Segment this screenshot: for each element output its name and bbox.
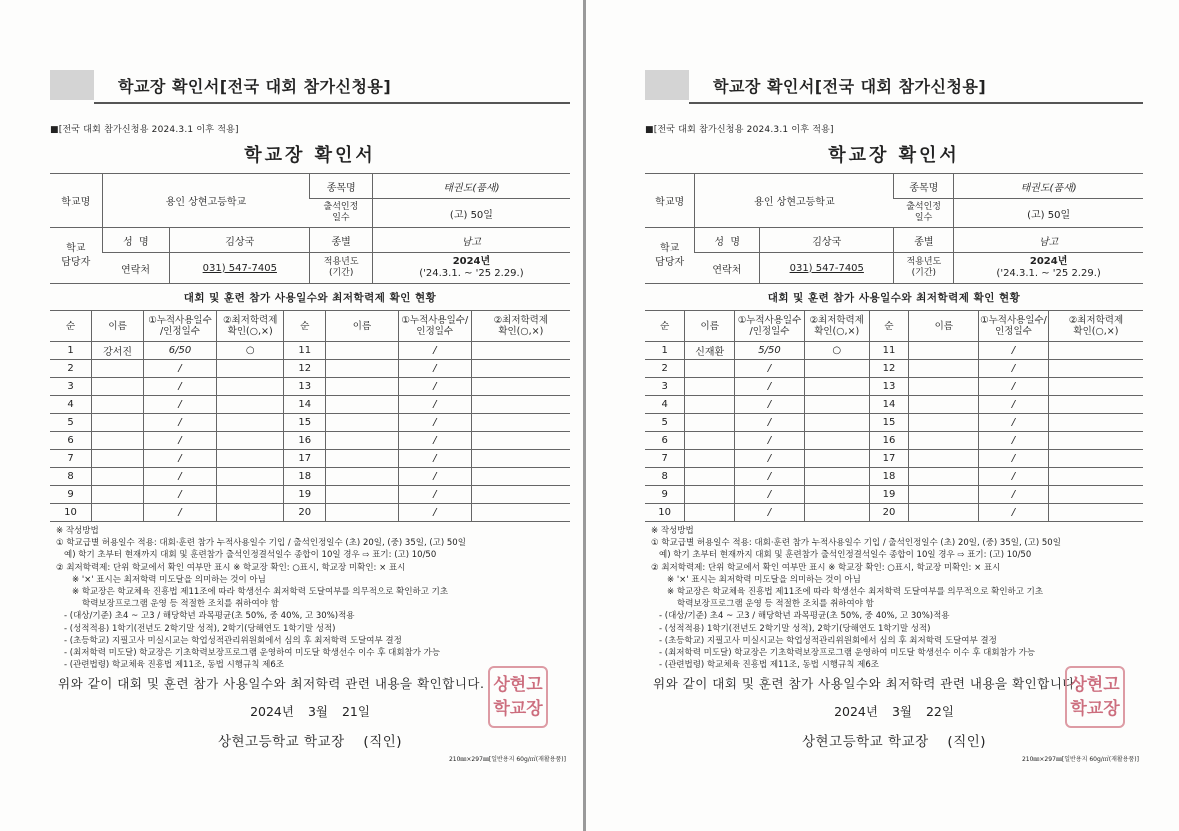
col-name-2-cell — [326, 378, 399, 396]
col-name-2-cell — [326, 414, 399, 432]
col-seq-2-cell: 14 — [869, 396, 909, 414]
col-check-1-cell — [804, 432, 869, 450]
table-row — [645, 504, 1143, 522]
col-check-1-header: ②최저학력제 확인(○,×) — [216, 311, 284, 342]
guide-line: 예) 학기 초부터 현재까지 대회 및 훈련참가 출석인정결석일수 종합이 10일 경우 ⇨ 표기: (고) 10/50 — [659, 550, 1032, 561]
col-seq-1-cell: 6 — [50, 432, 92, 450]
col-seq-1-cell: 7 — [645, 450, 685, 468]
confirmation-form-right — [645, 66, 1143, 763]
col-days-2-cell: / — [979, 414, 1049, 432]
col-seq-1-cell: 10 — [50, 504, 92, 522]
confirmation-date: 2024년 3월 21일 — [250, 704, 370, 720]
col-days-2-cell: / — [398, 342, 471, 360]
guide-line: - (초등학교) 지필고사 미실시교는 학업성적관리위원회에서 심의 후 최저학력 도달여부 결정 — [64, 635, 402, 646]
col-name-2-cell — [326, 360, 399, 378]
col-name-1-cell — [92, 396, 144, 414]
col-name-1-cell — [92, 414, 144, 432]
col-days-2-cell: / — [398, 414, 471, 432]
col-name-2-cell — [909, 360, 979, 378]
table-row — [50, 342, 570, 360]
col-days-1-cell: / — [144, 378, 217, 396]
col-check-1-cell — [216, 378, 284, 396]
col-check-2-cell — [471, 432, 570, 450]
table-row — [50, 432, 570, 450]
col-days-1-cell: / — [144, 450, 217, 468]
label-event: 종목명 — [894, 174, 954, 199]
table-row — [50, 360, 570, 378]
guide-line: ① 학교급별 허용일수 적용: 대회·훈련 참가 누적사용일수 기입 / 출석인정일수 (초) 20일, (중) 35일, (고) 50일 — [651, 538, 1061, 549]
table-row — [645, 342, 1143, 360]
header-grey-box — [50, 70, 94, 100]
guide-line: - (초등학교) 지필고사 미실시교는 학업성적관리위원회에서 심의 후 최저학력 도달여부 결정 — [659, 635, 997, 646]
col-days-2-cell: / — [979, 360, 1049, 378]
col-check-2-cell — [1048, 342, 1143, 360]
guide-line: 예) 학기 초부터 현재까지 대회 및 훈련참가 출석인정결석일수 종합이 10일 경우 ⇨ 표기: (고) 10/50 — [64, 550, 437, 561]
records-table — [645, 310, 1143, 522]
guide-line: - (관련법령) 학교체육 진흥법 제11조, 동법 시행규칙 제6조 — [64, 660, 284, 671]
header-rule — [689, 102, 1143, 104]
col-check-2-cell — [471, 396, 570, 414]
col-check-2-cell — [1048, 468, 1143, 486]
col-check-2-cell — [471, 468, 570, 486]
col-name-2-cell — [326, 432, 399, 450]
label-school-name: 학교명 — [645, 174, 695, 228]
writing-guide — [50, 525, 570, 671]
col-name-1-cell — [685, 468, 735, 486]
col-check-2-header: ②최저학력제 확인(○,×) — [471, 311, 570, 342]
label-name: 성 명 — [695, 228, 760, 253]
confirmation-date: 2024년 3월 22일 — [834, 704, 954, 720]
guide-line: ※ 작성방법 — [651, 526, 694, 536]
col-seq-2-cell: 20 — [284, 504, 326, 522]
col-days-2-cell: / — [398, 396, 471, 414]
col-days-2-cell: / — [979, 378, 1049, 396]
col-days-2-cell: / — [979, 396, 1049, 414]
col-name-2-cell — [909, 450, 979, 468]
col-seq-1-cell: 1 — [50, 342, 92, 360]
col-check-1-cell — [216, 432, 284, 450]
col-days-2-cell: / — [979, 342, 1049, 360]
col-days-1-cell: 5/50 — [735, 342, 805, 360]
col-check-1-cell — [804, 396, 869, 414]
col-seq-2-cell: 18 — [284, 468, 326, 486]
col-check-2-cell — [1048, 450, 1143, 468]
col-days-1-cell: / — [735, 486, 805, 504]
table-row — [645, 378, 1143, 396]
table-row — [50, 486, 570, 504]
year-cell — [954, 253, 1143, 284]
attendance-value: (고) 50일 — [372, 199, 570, 228]
confirmation-form-left — [50, 66, 570, 763]
col-seq-1-cell: 1 — [645, 342, 685, 360]
header-title: 학교장 확인서[전국 대회 참가신청용] — [713, 77, 987, 96]
table-row — [50, 504, 570, 522]
col-check-1-cell — [216, 468, 284, 486]
col-name-1-cell — [685, 414, 735, 432]
col-seq-1-header: 순 — [50, 311, 92, 342]
label-contact: 연락처 — [695, 253, 760, 284]
contact-phone: 031) 547-7405 — [170, 253, 310, 284]
col-seq-2-cell: 16 — [284, 432, 326, 450]
records-header-row — [50, 311, 570, 342]
col-name-2-cell — [909, 396, 979, 414]
col-seq-1-cell: 3 — [645, 378, 685, 396]
col-seq-2-cell: 19 — [284, 486, 326, 504]
col-days-2-cell: / — [979, 468, 1049, 486]
col-seq-2-cell: 17 — [284, 450, 326, 468]
header-title: 학교장 확인서[전국 대회 참가신청용] — [118, 77, 392, 96]
guide-line: ※ '×' 표시는 최저학력 미도달을 의미하는 것이 아님 — [667, 574, 861, 585]
event-value: 태권도(품새) — [954, 174, 1143, 199]
col-name-1-cell — [92, 468, 144, 486]
col-seq-2-header: 순 — [284, 311, 326, 342]
col-check-2-cell — [471, 504, 570, 522]
guide-line: 학력보장프로그램 운영 등 적절한 조치를 취하여야 함 — [82, 599, 279, 610]
event-value: 태권도(품새) — [372, 174, 570, 199]
principal-signature — [50, 730, 570, 750]
col-check-1-cell — [216, 414, 284, 432]
col-name-2-cell — [326, 450, 399, 468]
label-event: 종목명 — [310, 174, 372, 199]
label-gender: 종별 — [310, 228, 372, 253]
table-row — [645, 432, 1143, 450]
col-days-2-header: ①누적사용일수/ 인정일수 — [979, 311, 1049, 342]
col-days-2-header: ①누적사용일수/ 인정일수 — [398, 311, 471, 342]
table-row — [50, 414, 570, 432]
label-gender: 종별 — [894, 228, 954, 253]
col-days-2-cell: / — [398, 450, 471, 468]
label-contact: 연락처 — [102, 253, 170, 284]
table-row — [645, 414, 1143, 432]
col-seq-2-cell: 19 — [869, 486, 909, 504]
table-row — [50, 450, 570, 468]
label-name: 성 명 — [102, 228, 170, 253]
col-check-2-header: ②최저학력제 확인(○,×) — [1048, 311, 1143, 342]
col-seq-2-cell: 12 — [869, 360, 909, 378]
col-days-1-header: ①누적사용일수 /인정일수 — [735, 311, 805, 342]
guide-line: ※ 학교장은 학교체육 진흥법 제11조에 따라 학생선수 최저학력 도달여부를 의무적으로 확인하고 기초 — [72, 587, 449, 598]
attendance-value: (고) 50일 — [954, 199, 1143, 228]
col-name-1-cell — [685, 360, 735, 378]
col-seq-1-cell: 9 — [645, 486, 685, 504]
school-info-table — [645, 173, 1143, 284]
year-period: ('24.3.1. ~ '25 2.29.) — [419, 268, 524, 279]
gender-value: 남고 — [372, 228, 570, 253]
col-name-2-cell — [326, 486, 399, 504]
col-seq-1-cell: 8 — [645, 468, 685, 486]
col-name-2-header: 이름 — [326, 311, 399, 342]
label-attendance: 출석인정 일수 — [310, 199, 372, 228]
paper-spec: 210㎜×297㎜[일반용지 60g/㎡(재활용품)] — [1021, 756, 1139, 764]
col-check-1-cell — [804, 414, 869, 432]
col-days-2-cell: / — [398, 432, 471, 450]
guide-line: ※ 작성방법 — [56, 526, 99, 536]
col-days-2-cell: / — [398, 504, 471, 522]
col-seq-2-cell: 11 — [869, 342, 909, 360]
col-seq-2-cell: 15 — [869, 414, 909, 432]
records-subheading: 대회 및 훈련 참가 사용일수와 최저학력제 확인 현황 — [767, 292, 1021, 304]
col-check-1-cell — [216, 450, 284, 468]
col-check-2-cell — [1048, 414, 1143, 432]
col-seq-1-cell: 3 — [50, 378, 92, 396]
form-title: 학교장 확인서 — [828, 145, 960, 166]
col-check-2-cell — [1048, 504, 1143, 522]
col-days-2-cell: / — [398, 378, 471, 396]
guide-line: 학력보장프로그램 운영 등 적절한 조치를 취하여야 함 — [677, 599, 874, 610]
col-days-1-cell: / — [735, 432, 805, 450]
col-name-1-cell — [92, 450, 144, 468]
table-row — [50, 396, 570, 414]
col-days-1-cell: / — [144, 360, 217, 378]
col-days-1-cell: / — [144, 504, 217, 522]
col-days-1-cell: / — [735, 360, 805, 378]
school-name: 용인 상현고등학교 — [102, 174, 310, 228]
col-name-2-cell — [326, 342, 399, 360]
col-days-1-cell: / — [144, 414, 217, 432]
col-name-2-cell — [326, 504, 399, 522]
col-check-2-cell — [471, 378, 570, 396]
col-seq-1-header: 순 — [645, 311, 685, 342]
col-name-1-cell — [92, 378, 144, 396]
col-check-2-cell — [471, 414, 570, 432]
gender-value: 남고 — [954, 228, 1143, 253]
col-days-1-cell: / — [144, 468, 217, 486]
form-header — [645, 66, 1143, 100]
seal-label: (직인) — [947, 734, 987, 751]
school-name: 용인 상현고등학교 — [695, 174, 894, 228]
col-seq-1-cell: 4 — [645, 396, 685, 414]
col-check-1-cell: ○ — [216, 342, 284, 360]
col-check-2-cell — [471, 486, 570, 504]
col-days-1-cell: / — [144, 432, 217, 450]
form-title: 학교장 확인서 — [244, 145, 376, 166]
contact-phone: 031) 547-7405 — [760, 253, 894, 284]
col-seq-1-cell: 5 — [50, 414, 92, 432]
records-table — [50, 310, 570, 522]
col-name-1-cell — [685, 504, 735, 522]
confirmation-statement: 위와 같이 대회 및 훈련 참가 사용일수와 최저학력 관련 내용을 확인합니다. — [653, 676, 1080, 692]
table-row — [645, 486, 1143, 504]
col-days-2-cell: / — [398, 468, 471, 486]
col-seq-1-cell: 8 — [50, 468, 92, 486]
label-school-name: 학교명 — [50, 174, 102, 228]
col-name-2-cell — [909, 414, 979, 432]
col-name-1-cell — [685, 378, 735, 396]
col-seq-2-cell: 18 — [869, 468, 909, 486]
col-name-1-cell — [92, 486, 144, 504]
guide-line: - (대상/기준) 초4 ~ 고3 / 해당학년 과목평균(초 50%, 중 40%, 고 30%)적용 — [659, 611, 950, 622]
col-name-1-cell — [685, 450, 735, 468]
col-name-2-header: 이름 — [909, 311, 979, 342]
table-row — [645, 450, 1143, 468]
col-name-2-cell — [909, 432, 979, 450]
col-days-1-cell: / — [735, 414, 805, 432]
col-name-1-header: 이름 — [92, 311, 144, 342]
col-seq-2-cell: 20 — [869, 504, 909, 522]
col-name-1-header: 이름 — [685, 311, 735, 342]
col-name-1-cell — [685, 486, 735, 504]
col-days-1-cell: / — [735, 504, 805, 522]
teacher-name: 김상국 — [760, 228, 894, 253]
col-days-1-cell: 6/50 — [144, 342, 217, 360]
col-seq-2-cell: 14 — [284, 396, 326, 414]
guide-line: ② 최저학력제: 단위 학교에서 확인 여부만 표시 ※ 학교장 확인: ○표시, 학교장 미확인: × 표시 — [56, 562, 406, 573]
col-check-1-cell — [804, 450, 869, 468]
col-days-1-header: ①누적사용일수 /인정일수 — [144, 311, 217, 342]
col-seq-2-cell: 12 — [284, 360, 326, 378]
col-days-1-cell: / — [735, 396, 805, 414]
table-row — [50, 378, 570, 396]
col-seq-2-header: 순 — [869, 311, 909, 342]
col-check-1-cell — [804, 486, 869, 504]
col-seq-2-cell: 17 — [869, 450, 909, 468]
page-fold-divider — [583, 0, 586, 831]
guide-line: - (최저학력 미도달) 학교장은 기초학력보장프로그램 운영하여 미도달 학생선수 이수 후 대회참가 가능 — [64, 648, 441, 659]
col-name-2-cell — [909, 486, 979, 504]
guide-line: ① 학교급별 허용일수 적용: 대회·훈련 참가 누적사용일수 기입 / 출석인정일수 (초) 20일, (중) 35일, (고) 50일 — [56, 538, 466, 549]
col-check-2-cell — [471, 450, 570, 468]
teacher-name: 김상국 — [170, 228, 310, 253]
col-check-1-cell — [804, 360, 869, 378]
col-days-2-cell: / — [979, 450, 1049, 468]
principal-title: 상현고등학교 학교장 — [801, 734, 929, 751]
col-name-1-cell: 신재환 — [685, 342, 735, 360]
col-name-1-cell — [685, 432, 735, 450]
table-row — [645, 360, 1143, 378]
header-grey-box — [645, 70, 689, 100]
col-name-2-cell — [909, 468, 979, 486]
guide-line: - (최저학력 미도달) 학교장은 기초학력보장프로그램 운영하여 미도달 학생선수 이수 후 대회참가 가능 — [659, 648, 1036, 659]
col-name-1-cell — [685, 396, 735, 414]
col-seq-1-cell: 6 — [645, 432, 685, 450]
principal-title: 상현고등학교 학교장 — [217, 734, 345, 751]
col-seq-2-cell: 13 — [284, 378, 326, 396]
col-check-2-cell — [1048, 396, 1143, 414]
col-check-2-cell — [1048, 432, 1143, 450]
col-name-1-cell — [92, 432, 144, 450]
col-days-1-cell: / — [144, 396, 217, 414]
col-check-2-cell — [1048, 378, 1143, 396]
year-value: 2024년 — [1029, 256, 1068, 267]
year-value: 2024년 — [452, 256, 491, 267]
col-check-1-cell — [216, 486, 284, 504]
guide-line: ② 최저학력제: 단위 학교에서 확인 여부만 표시 ※ 학교장 확인: ○표시, 학교장 미확인: × 표시 — [651, 562, 1001, 573]
label-attendance: 출석인정 일수 — [894, 199, 954, 228]
guide-line: - (관련법령) 학교체육 진흥법 제11조, 동법 시행규칙 제6조 — [659, 660, 879, 671]
table-row — [50, 468, 570, 486]
col-seq-2-cell: 11 — [284, 342, 326, 360]
col-days-2-cell: / — [398, 360, 471, 378]
col-check-1-header: ②최저학력제 확인(○,×) — [804, 311, 869, 342]
col-check-2-cell — [1048, 486, 1143, 504]
applicable-note: ■[전국 대회 참가신청용 2024.3.1 이후 적용] — [645, 125, 834, 135]
col-check-1-cell — [216, 504, 284, 522]
col-name-2-cell — [326, 396, 399, 414]
label-year: 적용년도 (기간) — [310, 253, 372, 284]
records-header-row — [645, 311, 1143, 342]
school-info-table — [50, 173, 570, 284]
paper-spec: 210㎜×297㎜[일반용지 60g/㎡(재활용품)] — [448, 756, 566, 764]
form-header — [50, 66, 570, 100]
col-days-1-cell: / — [735, 468, 805, 486]
col-days-1-cell: / — [735, 378, 805, 396]
col-check-1-cell — [216, 360, 284, 378]
seal-label: (직인) — [363, 734, 403, 751]
col-name-1-cell: 강서진 — [92, 342, 144, 360]
guide-line: - (성적적용) 1학기(전년도 2학기말 성적), 2학기(당해연도 1학기말 성적) — [64, 623, 336, 634]
guide-line: - (성적적용) 1학기(전년도 2학기말 성적), 2학기(당해연도 1학기말 성적) — [659, 623, 931, 634]
year-cell — [372, 253, 570, 284]
label-year: 적용년도 (기간) — [894, 253, 954, 284]
col-seq-2-cell: 16 — [869, 432, 909, 450]
confirmation-statement: 위와 같이 대회 및 훈련 참가 사용일수와 최저학력 관련 내용을 확인합니다. — [58, 676, 485, 692]
col-seq-1-cell: 2 — [50, 360, 92, 378]
col-name-1-cell — [92, 504, 144, 522]
col-days-2-cell: / — [979, 504, 1049, 522]
col-name-2-cell — [909, 378, 979, 396]
col-name-1-cell — [92, 360, 144, 378]
col-seq-1-cell: 4 — [50, 396, 92, 414]
col-seq-1-cell: 5 — [645, 414, 685, 432]
guide-line: - (대상/기준) 초4 ~ 고3 / 해당학년 과목평균(초 50%, 중 40%, 고 30%)적용 — [64, 611, 355, 622]
col-check-1-cell — [804, 468, 869, 486]
col-days-1-cell: / — [144, 486, 217, 504]
col-days-1-cell: / — [735, 450, 805, 468]
writing-guide — [645, 525, 1143, 671]
applicable-note: ■[전국 대회 참가신청용 2024.3.1 이후 적용] — [50, 125, 239, 135]
label-teacher: 학교 담당자 — [50, 228, 102, 284]
col-check-1-cell: ○ — [804, 342, 869, 360]
col-days-2-cell: / — [398, 486, 471, 504]
col-seq-2-cell: 13 — [869, 378, 909, 396]
header-rule — [94, 102, 570, 104]
table-row — [645, 468, 1143, 486]
col-check-2-cell — [471, 360, 570, 378]
col-seq-1-cell: 10 — [645, 504, 685, 522]
table-row — [645, 396, 1143, 414]
col-name-2-cell — [909, 342, 979, 360]
year-period: ('24.3.1. ~ '25 2.29.) — [996, 268, 1101, 279]
col-check-2-cell — [1048, 360, 1143, 378]
col-seq-1-cell: 2 — [645, 360, 685, 378]
col-check-1-cell — [804, 378, 869, 396]
official-seal-stamp: 상현고 학교장 — [488, 666, 548, 728]
official-seal-stamp: 상현고 학교장 — [1065, 666, 1125, 728]
col-name-2-cell — [326, 468, 399, 486]
col-name-2-cell — [909, 504, 979, 522]
col-check-2-cell — [471, 342, 570, 360]
guide-line: ※ 학교장은 학교체육 진흥법 제11조에 따라 학생선수 최저학력 도달여부를 의무적으로 확인하고 기초 — [667, 587, 1044, 598]
col-seq-1-cell: 9 — [50, 486, 92, 504]
label-teacher: 학교 담당자 — [645, 228, 695, 284]
col-days-2-cell: / — [979, 432, 1049, 450]
col-seq-2-cell: 15 — [284, 414, 326, 432]
records-subheading: 대회 및 훈련 참가 사용일수와 최저학력제 확인 현황 — [183, 292, 437, 304]
col-days-2-cell: / — [979, 486, 1049, 504]
principal-signature — [645, 730, 1143, 750]
col-check-1-cell — [804, 504, 869, 522]
col-check-1-cell — [216, 396, 284, 414]
guide-line: ※ '×' 표시는 최저학력 미도달을 의미하는 것이 아님 — [72, 574, 266, 585]
col-seq-1-cell: 7 — [50, 450, 92, 468]
